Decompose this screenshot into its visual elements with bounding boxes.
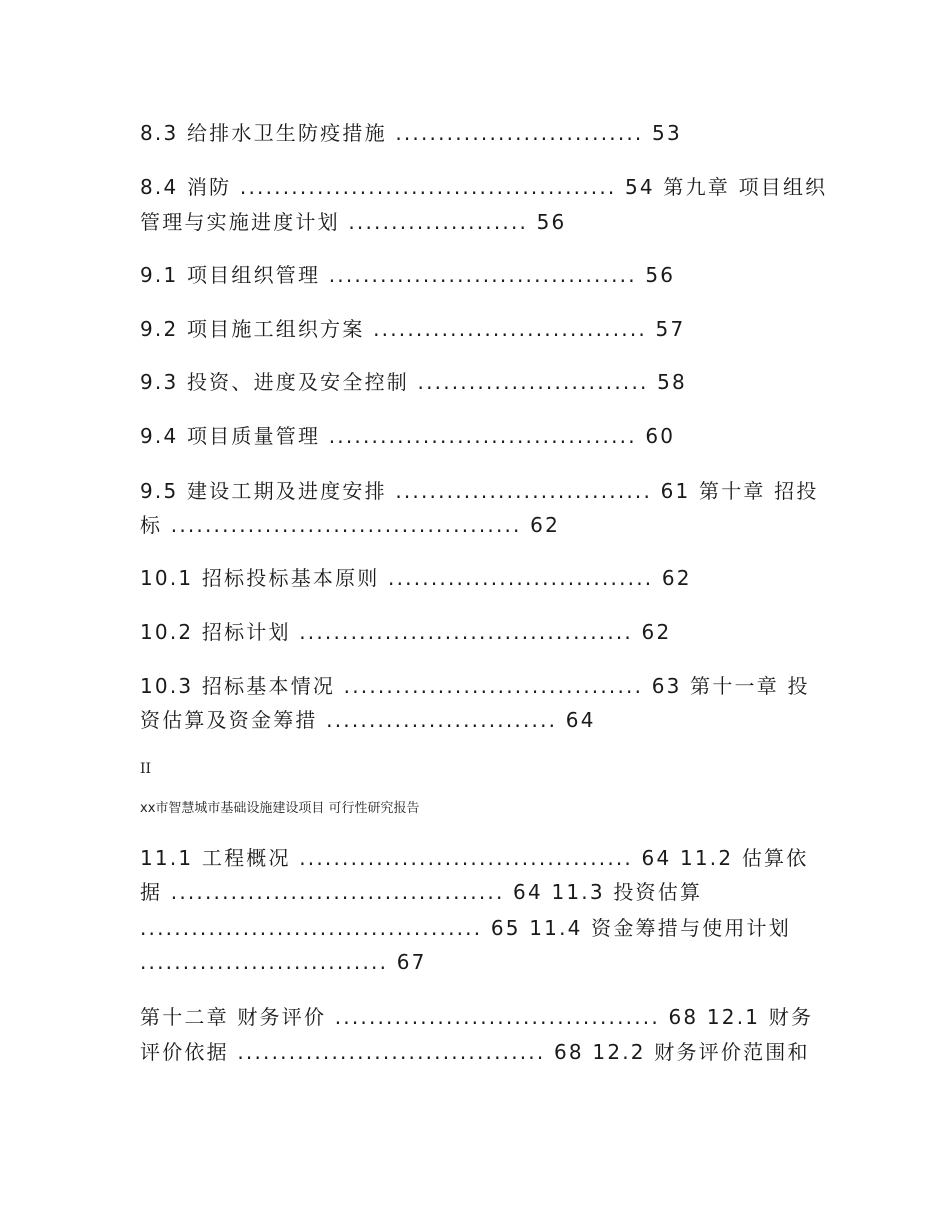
toc-entry: 9.4 项目质量管理 .................................... 60 [140, 424, 676, 448]
toc-entry: 11.1 工程概况 ....................................... 64 11.2 估算依 [140, 846, 809, 870]
toc-entry: 第十二章 财务评价 ...................................... 68 12.1 财务 [140, 1005, 814, 1029]
toc-entry-continuation: 评价依据 .................................... 68 12.2 财务评价范围和 [140, 1040, 810, 1064]
toc-entry: 10.3 招标基本情况 ................................... 63 第十一章 投 [140, 674, 810, 698]
toc-entry: 10.2 招标计划 ....................................... 62 [140, 620, 672, 644]
toc-entry-continuation: ........................................ 65 11.4 资金筹措与使用计划 [140, 916, 791, 940]
toc-entry: 9.2 项目施工组织方案 ................................ 57 [140, 317, 686, 341]
toc-entry-continuation: 资估算及资金筹措 ........................... 64 [140, 708, 596, 732]
toc-entry: 10.1 招标投标基本原则 ............................... 62 [140, 566, 692, 590]
toc-entry: 8.3 给排水卫生防疫措施 ............................. 53 [140, 121, 682, 145]
toc-entry: 9.5 建设工期及进度安排 .............................. 61 第十章 招投 [140, 479, 819, 503]
running-header: xx市智慧城市基础设施建设项目 可行性研究报告 [140, 801, 420, 816]
toc-entry: 8.4 消防 ............................................ 54 第九章 项目组织 [140, 175, 828, 199]
toc-entry-continuation: 标 ......................................... 62 [140, 513, 561, 537]
toc-entry-continuation: ............................. 67 [140, 950, 427, 974]
toc-entry-continuation: 管理与实施进度计划 ..................... 56 [140, 210, 567, 234]
toc-entry: 9.3 投资、进度及安全控制 ........................... 58 [140, 370, 687, 394]
toc-entry: 9.1 项目组织管理 .................................... 56 [140, 263, 676, 287]
toc-entry-continuation: 据 ....................................... 64 11.3 投资估算 [140, 880, 703, 904]
page-number: II [140, 761, 152, 777]
